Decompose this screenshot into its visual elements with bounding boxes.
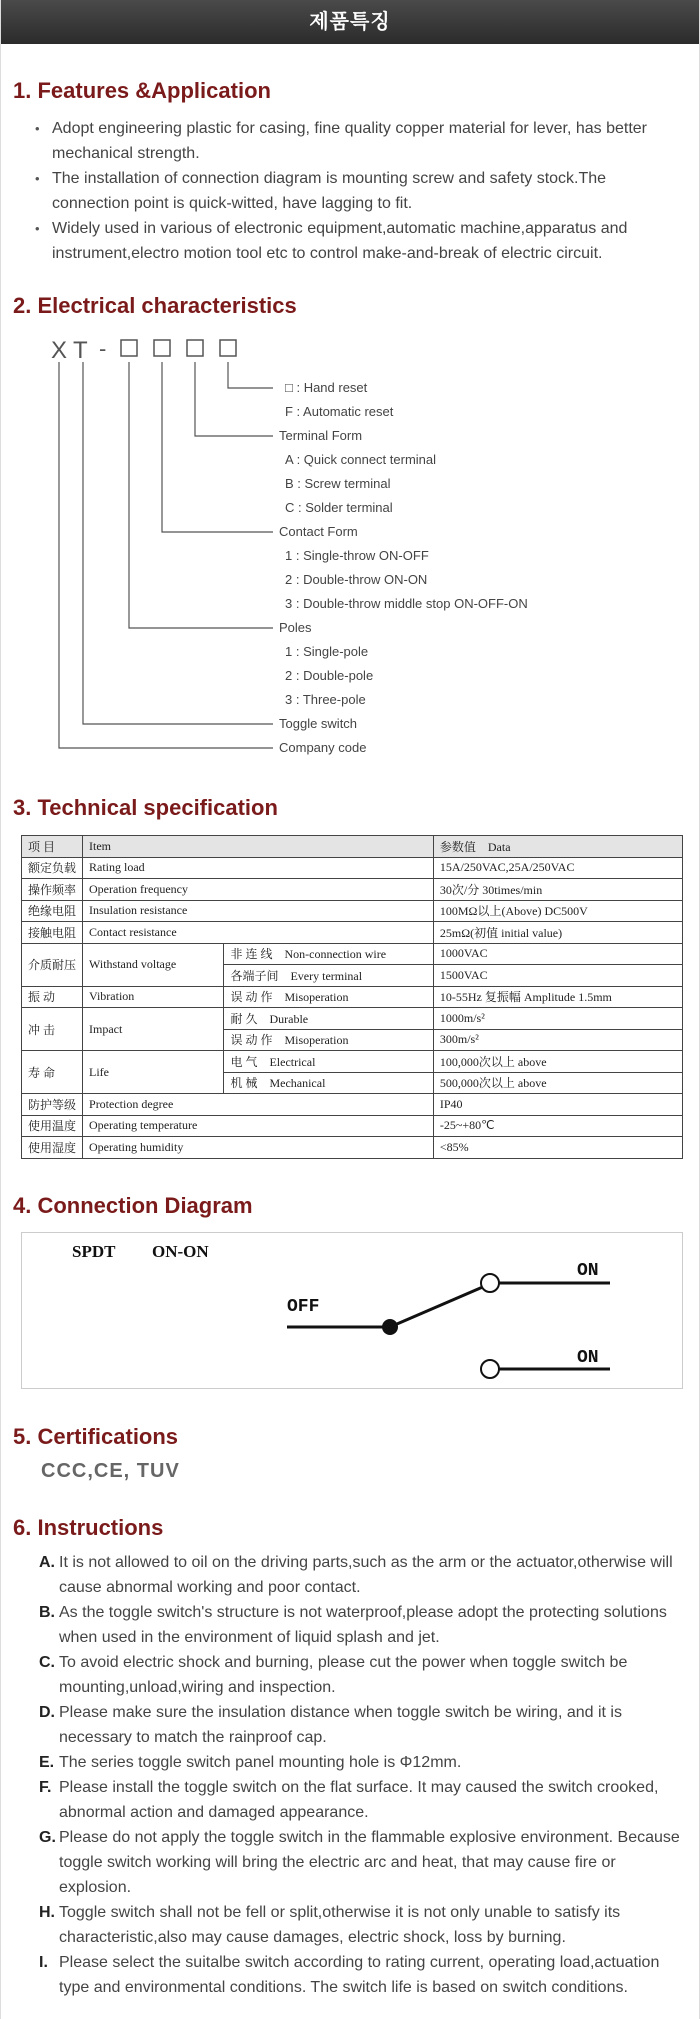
table-row [22,857,683,879]
diagram-type-label: SPDT [72,1242,116,1261]
table-row [22,943,683,965]
cell-sub: 各端子间 Every terminal [224,965,433,987]
table-header-row [22,836,683,858]
contact-option: 2 : Double-throw ON-ON [285,572,428,587]
cell-item: Operating humidity [83,1137,434,1159]
cell-item: Withstand voltage [83,943,224,986]
code-dash: - [99,336,107,361]
cell-item: Vibration [83,986,224,1008]
features-list [35,116,675,266]
top-terminal [481,1274,499,1292]
off-label: OFF [287,1297,320,1317]
terminal-form-heading: Terminal Form [279,428,363,443]
cell-sub: 机 械 Mechanical [224,1072,433,1094]
instruction-item: C. To avoid electric shock and burning, please cut the power when toggle switch be mounting,unload,wiring and inspection. [39,1654,628,1696]
page-title: 제품특징 [309,11,391,33]
poles-option: 1 : Single-pole [285,644,369,659]
feature-item: • Adopt engineering plastic for casing, fine quality copper material for lever, has better mechanical strength. [35,116,675,166]
code-letter-t: T [73,337,88,364]
code-box-contact [154,340,170,356]
switch-lever [390,1283,492,1327]
table-row [22,1008,683,1030]
section-title-instructions: 6. Instructions [13,1515,164,1540]
reset-hand-label: □ : Hand reset [285,380,368,395]
instruction-item: E. The series toggle switch panel mounting hole is Φ12mm. [39,1754,462,1771]
cell-value: 1000m/s² [433,1008,682,1030]
cell-sub: 耐 久 Durable [224,1008,433,1030]
toggle-switch-label: Toggle switch [279,716,358,731]
header-cell: 参数值 Data [433,836,682,858]
code-leader-lines [59,362,273,748]
cell-item: Operating temperature [83,1115,434,1137]
table-row [22,1094,683,1116]
cell-cn: 寿 命 [22,1051,83,1094]
code-box-terminal [187,340,203,356]
cell-item: Protection degree [83,1094,434,1116]
instruction-item: I. Please select the suitalbe switch according to rating current, operating load,actuation type and environmental conditions. The switch life is based on switch conditions. [39,1954,660,1996]
cell-sub: 误 动 作 Misoperation [224,986,433,1008]
cell-item: Insulation resistance [83,900,434,922]
contact-form-heading: Contact Form [279,524,358,539]
model-code-diagram [1,330,700,770]
section-title-technical: 3. Technical specification [13,795,278,820]
cell-value: 1000VAC [433,943,682,965]
code-box-reset [220,340,236,356]
poles-heading: Poles [279,620,312,635]
cell-item: Contact resistance [83,922,434,944]
company-code-label: Company code [279,740,367,755]
cell-value: 25mΩ(初值 initial value) [433,922,682,944]
terminal-option: B : Screw terminal [285,476,391,491]
feature-item: • The installation of connection diagram is mounting screw and safety stock.The connection point is quick-witted, have lagging to fit. [35,166,675,216]
code-letter-x: X [51,337,68,364]
cell-value: <85% [433,1137,682,1159]
cell-value: 500,000次以上 above [433,1072,682,1094]
section-title-certifications: 5. Certifications [13,1424,179,1449]
cell-value: 15A/250VAC,25A/250VAC [433,857,682,879]
table-row [22,879,683,901]
on-top-label: ON [577,1261,599,1281]
cell-cn: 操作频率 [22,879,83,901]
cell-item: Impact [83,1008,224,1051]
bottom-terminal [481,1360,499,1378]
cell-cn: 振 动 [22,986,83,1008]
cell-value: -25~+80℃ [433,1115,682,1137]
cell-value: 100,000次以上 above [433,1051,682,1073]
table-row [22,986,683,1008]
section-title-features: 1. Features &Application [13,78,271,103]
cell-value: IP40 [433,1094,682,1116]
table-row [22,900,683,922]
cell-value: 30次/分 30times/min [433,879,682,901]
terminal-option: C : Solder terminal [285,500,393,515]
connection-diagram-box [21,1232,683,1389]
instruction-item: A. It is not allowed to oil on the driving parts,such as the arm or the actuator,otherwise will cause abnormal working and poor contact. [39,1554,673,1596]
table-row [22,1115,683,1137]
cell-cn: 额定负载 [22,857,83,879]
instruction-item: F. Please install the toggle switch on the flat surface. It may caused the switch crooked, abnormal action and damaged appearance. [39,1779,659,1821]
terminal-option: A : Quick connect terminal [285,452,437,467]
header-cell: 项 目 [22,836,83,858]
instruction-item: D. Please make sure the insulation distance when toggle switch be wiring, and it is necessary to match the rainproof cap. [39,1704,622,1746]
code-box-poles [121,340,137,356]
instructions-list [39,1550,689,2000]
cell-sub: 电 气 Electrical [224,1051,433,1073]
cell-cn: 绝缘电阻 [22,900,83,922]
instruction-item: G. Please do not apply the toggle switch in the flammable explosive environment. Because toggle switch working will bring the electric arc and heat, that may cause fire or explosion. [39,1829,680,1896]
cell-sub: 非 连 线 Non-connection wire [224,943,433,965]
certifications-text: CCC,CE, TUV [41,1460,180,1482]
cell-value: 100MΩ以上(Above) DC500V [433,900,682,922]
instruction-item: B. As the toggle switch's structure is not waterproof,please adopt the protecting solutions when used in the environment of liquid splash and jet. [39,1604,667,1646]
section-title-electrical: 2. Electrical characteristics [13,293,297,318]
contact-option: 3 : Double-throw middle stop ON-OFF-ON [285,596,528,611]
poles-option: 3 : Three-pole [285,692,366,707]
section-title-connection: 4. Connection Diagram [13,1193,253,1218]
instruction-item: H. Toggle switch shall not be fell or split,otherwise it is not only unable to satisfy its characteristic,also may cause damages, electric shock, loss by burning. [39,1904,621,1946]
cell-item: Life [83,1051,224,1094]
feature-item: • Widely used in various of electronic equipment,automatic machine,apparatus and instrument,electro motion tool etc to control make-and-break of electric circuit. [35,216,675,266]
poles-option: 2 : Double-pole [285,668,374,683]
table-row [22,1137,683,1159]
cell-value: 300m/s² [433,1029,682,1051]
table-row [22,1051,683,1073]
reset-auto-label: F : Automatic reset [285,404,394,419]
cell-cn: 接触电阻 [22,922,83,944]
cell-cn: 防护等级 [22,1094,83,1116]
cell-cn: 冲 击 [22,1008,83,1051]
spec-table [21,835,683,1159]
on-bottom-label: ON [577,1348,599,1368]
cell-item: Rating load [83,857,434,879]
cell-item: Operation frequency [83,879,434,901]
cell-cn: 使用温度 [22,1115,83,1137]
cell-value: 10-55Hz 复振幅 Amplitude 1.5mm [433,986,682,1008]
spdt-diagram [22,1233,682,1388]
cell-value: 1500VAC [433,965,682,987]
contact-option: 1 : Single-throw ON-OFF [285,548,429,563]
diagram-mode-label: ON-ON [152,1242,209,1261]
header-cell: Item [83,836,434,858]
table-row [22,922,683,944]
cell-sub: 误 动 作 Misoperation [224,1029,433,1051]
page-header [1,0,699,44]
cell-cn: 使用湿度 [22,1137,83,1159]
cell-cn: 介质耐压 [22,943,83,986]
